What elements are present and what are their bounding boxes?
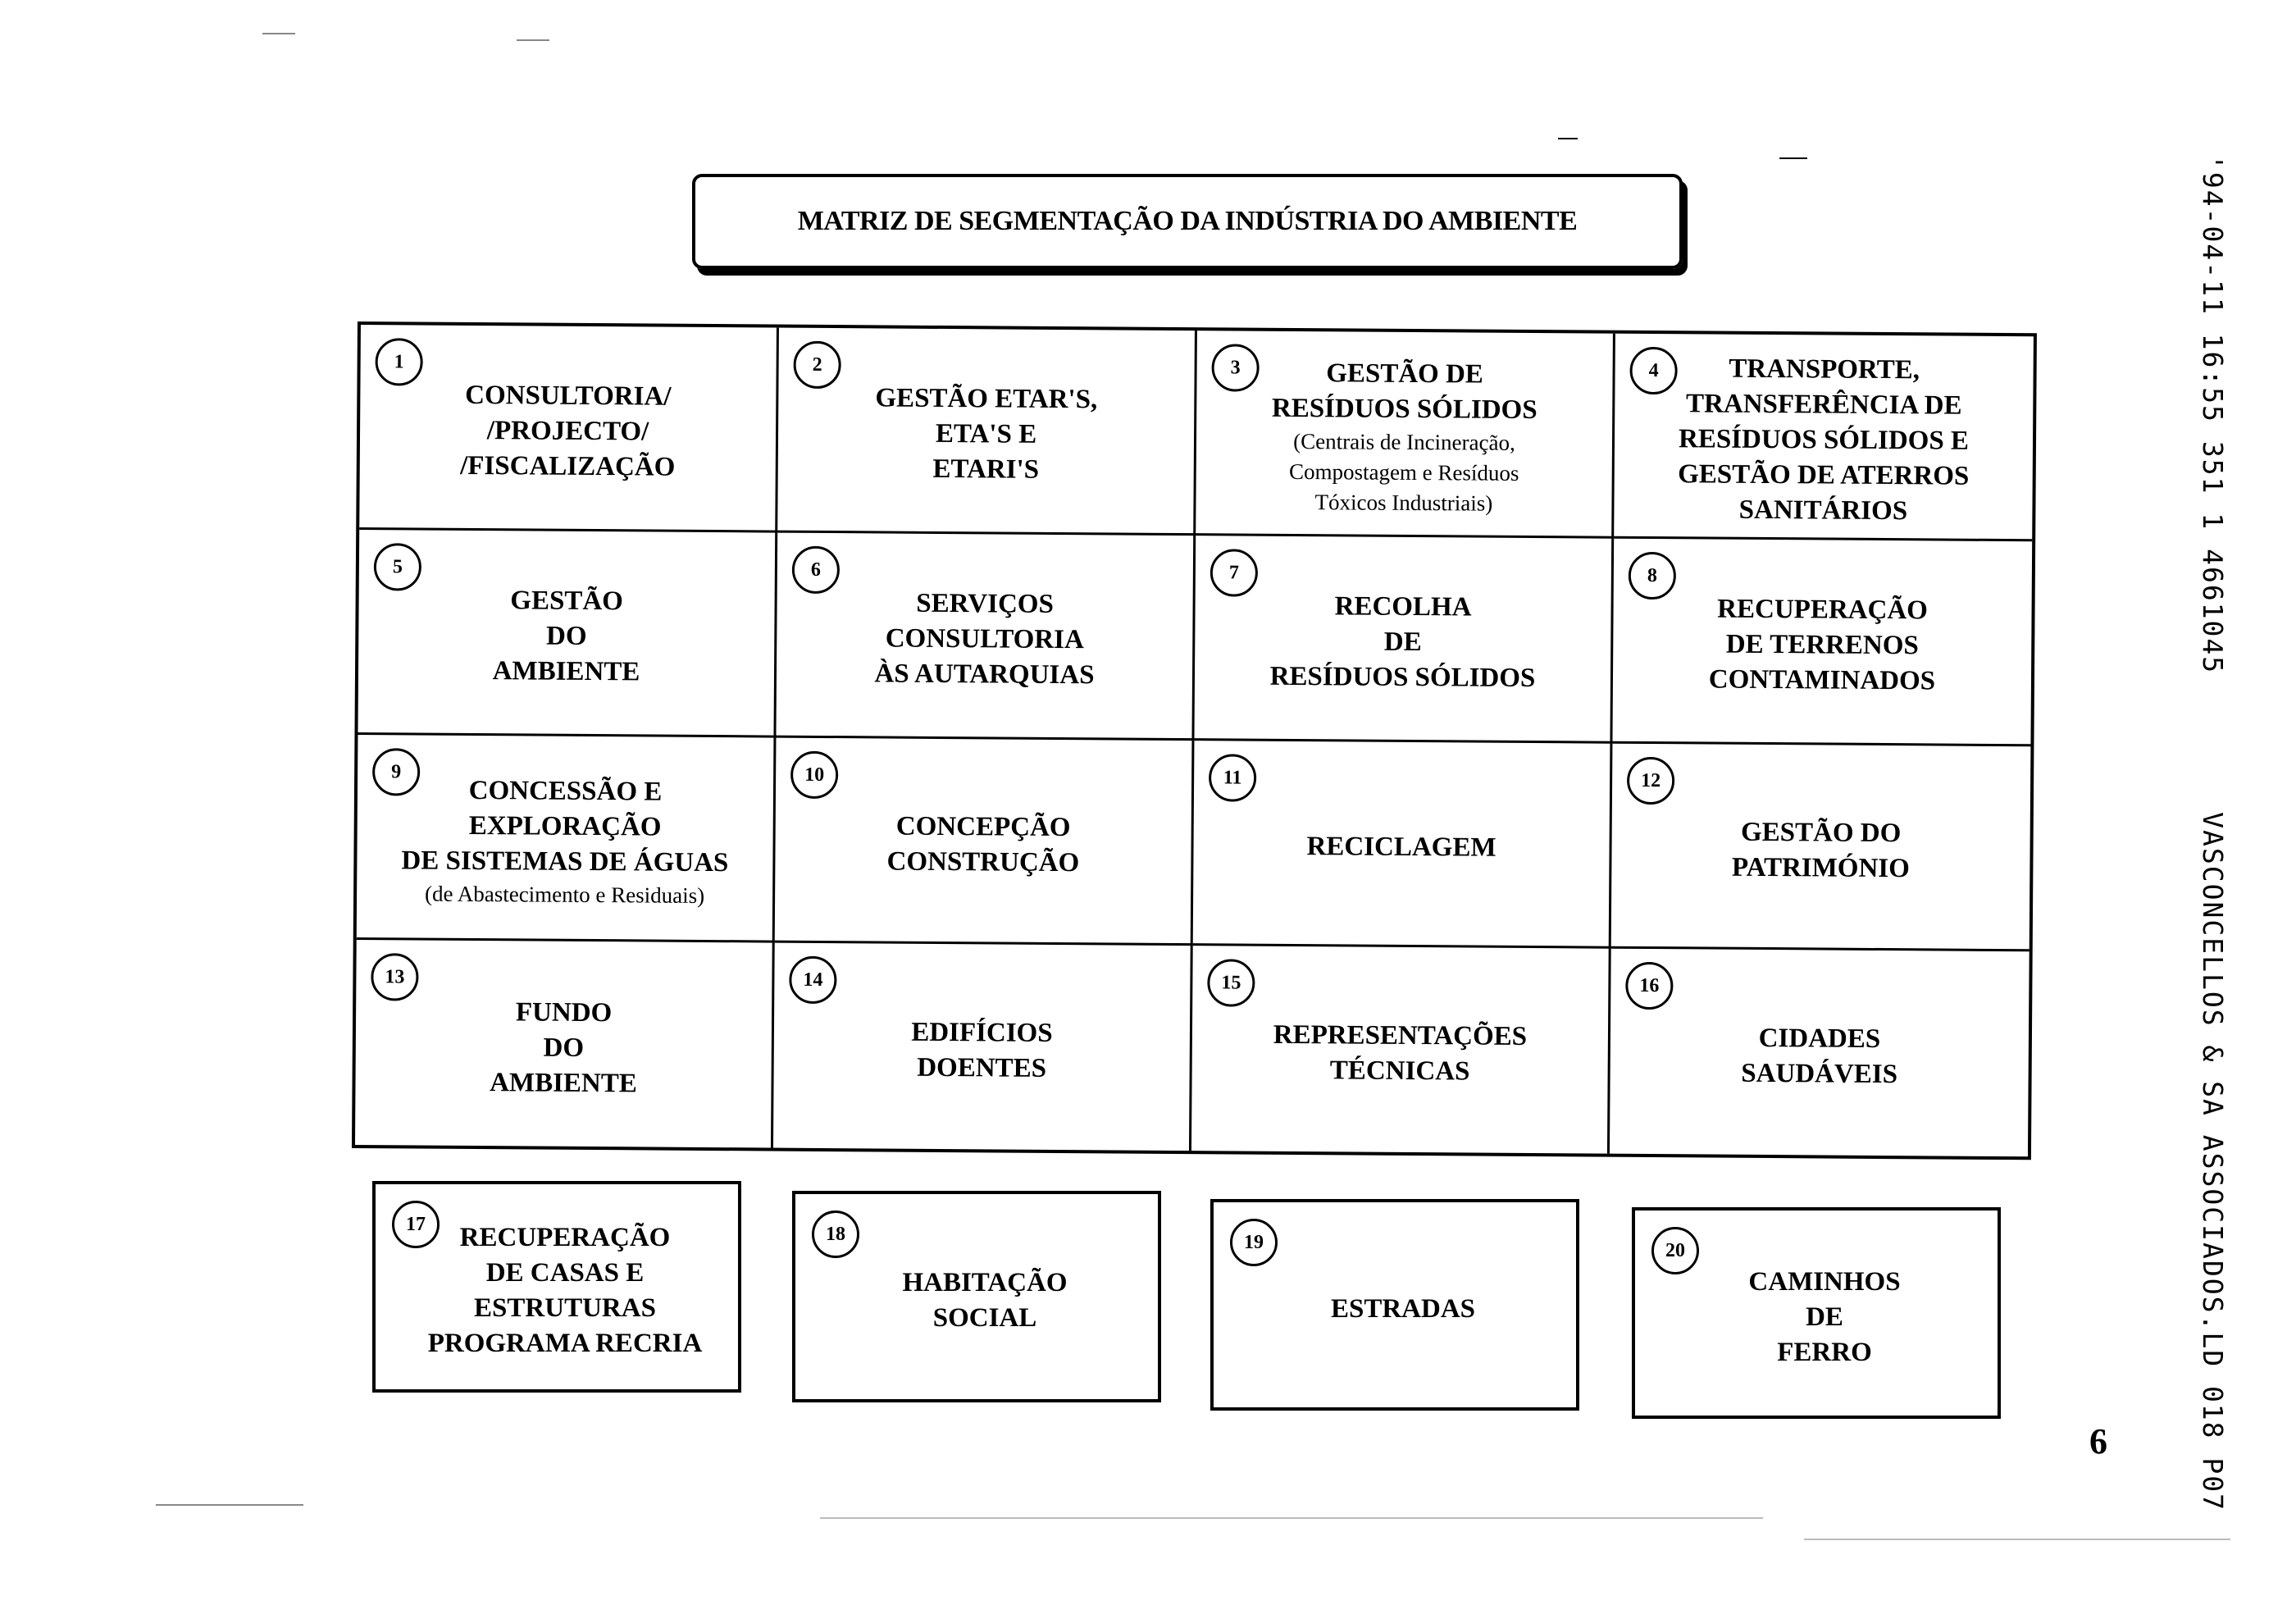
cell-number-badge: 20 [1651,1227,1699,1274]
cell-label: FUNDO DO AMBIENTE [490,996,637,1098]
cell-label: GESTÃO DO PATRIMÓNIO [1731,817,1910,883]
scan-speck [517,39,549,41]
cell-number-badge: 1 [375,338,422,385]
cell-label: GESTÃO DE RESÍDUOS SÓLIDOS [1271,358,1538,426]
cell-number-badge: 11 [1209,754,1256,801]
cell-number-badge: 14 [789,956,836,1004]
cell-label: GESTÃO ETAR'S, ETA'S E ETARI'S [875,383,1098,485]
matrix-cell-2 [777,328,1197,536]
cell-sublabel: (de Abastecimento e Residuais) [424,881,705,908]
segment-box-17 [372,1181,741,1393]
matrix-cell-10 [775,738,1195,946]
cell-label: RECICLAGEM [1306,832,1496,863]
cell-label: CONSULTORIA/ /PROJECTO/ /FISCALIZAÇÃO [460,380,676,482]
page-number: 6 [2089,1421,2107,1461]
cell-number-badge: 13 [371,953,418,1001]
scan-speck [1804,1539,2230,1540]
cell-number-badge: 3 [1211,344,1259,391]
cell-number-badge: 10 [790,751,838,799]
matrix-cell-4 [1614,334,2034,542]
cell-number-badge: 9 [372,748,420,796]
cell-label: CIDADES SAUDÁVEIS [1741,1023,1898,1090]
cell-label: SERVIÇOS CONSULTORIA ÀS AUTARQUIAS [874,588,1095,691]
segmentation-matrix [352,321,2037,1160]
fax-sender: VASCONCELLOS & SA ASSOCIADOS.LD 018 P07 [2197,812,2229,1512]
matrix-cell-5 [358,530,777,738]
cell-label: CONCESSÃO E EXPLORAÇÃO DE SISTEMAS DE ÁGUAS [401,775,729,878]
matrix-cell-14 [773,943,1193,1151]
cell-number-badge: 6 [792,546,840,594]
scan-speck [820,1517,1763,1519]
cell-label: TRANSPORTE, TRANSFERÊNCIA DE RESÍDUOS SÓLIDOS E GESTÃO DE ATERROS SANITÁRIOS [1678,353,1970,527]
matrix-cell-3 [1196,331,1615,539]
cell-label: RECUPERAÇÃO DE CASAS E ESTRUTURAS PROGRAMA RECRIA [427,1223,703,1358]
cell-label: RECOLHA DE RESÍDUOS SÓLIDOS [1269,591,1536,694]
scan-speck [1558,138,1578,139]
cell-label: GESTÃO DO AMBIENTE [492,586,640,687]
cell-label: RECUPERAÇÃO DE TERRENOS CONTAMINADOS [1708,594,1936,696]
scan-speck [156,1504,303,1506]
cell-number-badge: 7 [1210,549,1258,596]
segment-box-19 [1210,1199,1579,1411]
matrix-cell-1 [359,325,779,533]
cell-number-badge: 2 [793,341,840,389]
matrix-cell-6 [776,533,1196,741]
matrix-cell-12 [1611,744,2031,952]
cell-label: EDIFÍCIOS DOENTES [911,1017,1053,1083]
matrix-cell-8 [1612,539,2032,747]
segment-box-18 [792,1191,1161,1402]
cell-number-badge: 18 [812,1210,859,1258]
cell-number-badge: 19 [1230,1219,1278,1266]
cell-number-badge: 17 [392,1201,440,1248]
matrix-cell-7 [1194,536,1614,744]
matrix-cell-16 [1610,949,2029,1157]
scan-speck [1779,157,1807,159]
cell-label: CONCEPÇÃO CONSTRUÇÃO [886,811,1080,878]
cell-number-badge: 15 [1207,959,1255,1006]
fax-header [2197,154,2229,1512]
cell-label: HABITAÇÃO SOCIAL [902,1268,1068,1333]
cell-number-badge: 8 [1629,552,1676,600]
cell-label: REPRESENTAÇÕES TÉCNICAS [1273,1019,1528,1087]
matrix-cell-9 [357,735,777,943]
cell-number-badge: 5 [374,543,421,590]
scan-speck [262,33,295,34]
cell-label: CAMINHOS DE FERRO [1748,1266,1901,1367]
segment-box-20 [1632,1207,2001,1419]
cell-number-badge: 12 [1627,757,1674,805]
document-title: MATRIZ DE SEGMENTAÇÃO DA INDÚSTRIA DO AMBIENTE [692,174,1683,269]
matrix-cell-11 [1193,741,1613,949]
cell-number-badge: 16 [1625,962,1673,1010]
fax-timestamp: '94-04-11 16:55 351 1 4661045 [2197,154,2229,675]
cell-number-badge: 4 [1629,347,1677,394]
matrix-cell-13 [355,940,775,1148]
matrix-cell-15 [1191,946,1611,1154]
cell-label: ESTRADAS [1330,1293,1476,1324]
cell-sublabel: (Centrais de Incineração, Compostagem e Resíduos Tóxicos Industriais) [1288,428,1519,516]
